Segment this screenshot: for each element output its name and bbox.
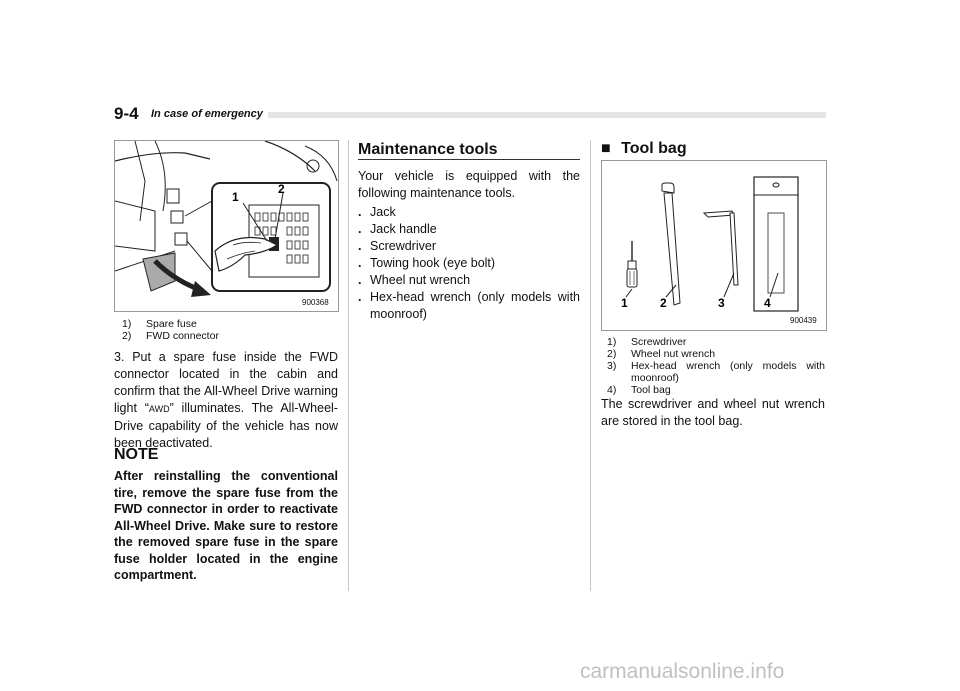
- bullet: .: [358, 222, 362, 236]
- column-divider-2: [590, 140, 591, 591]
- note-text: After reinstalling the conventional tire, remove the spare fuse from the FWD connector in order to reactivate All-Wheel Drive. Make sure to restore the removed spare fuse in the spare fuse holder located in the engine compartment.: [114, 469, 338, 582]
- caption-num: 2): [607, 348, 617, 360]
- step-text-before: 3. Put a spare fuse inside the FWD connector located in the cabin and confirm that the All-Wheel Drive warning light “: [114, 350, 338, 415]
- bullet: .: [358, 239, 362, 253]
- caption-row: [607, 348, 825, 360]
- column-divider-1: [348, 140, 349, 591]
- bullet: .: [358, 205, 362, 219]
- awd-indicator-icon: AWD: [148, 404, 170, 414]
- tools-list: [358, 204, 580, 323]
- tool-bag-text: The screwdriver and wheel nut wrench are stored in the tool bag.: [601, 397, 825, 428]
- bullet: .: [358, 256, 362, 270]
- caption-text: Screwdriver: [631, 336, 687, 348]
- tool-name: Screwdriver: [370, 239, 436, 253]
- caption-num: 4): [607, 384, 617, 396]
- square-bullet-icon: ■: [601, 140, 611, 157]
- caption-row: [607, 384, 825, 396]
- header-rule: [268, 112, 826, 118]
- list-item: [358, 272, 580, 289]
- caption-text: FWD connector: [146, 330, 219, 342]
- list-item: [358, 238, 580, 255]
- tool-captions: [607, 336, 825, 396]
- list-item: [358, 204, 580, 221]
- tool-label-2: 2: [660, 296, 667, 310]
- step-text-after: ” illuminates. The All-Wheel-Drive capability of the vehicle has now been deactivated.: [114, 401, 338, 450]
- tool-name: Jack: [370, 205, 396, 219]
- caption-text: Spare fuse: [146, 318, 197, 330]
- heading-rule: [358, 159, 580, 160]
- fuse-callout-1: 1: [232, 190, 239, 204]
- fuse-callout-2: 2: [278, 182, 285, 196]
- note-heading: NOTE: [114, 446, 159, 463]
- list-item: [358, 255, 580, 272]
- tool-label-3: 3: [718, 296, 725, 310]
- caption-num: 3): [607, 360, 617, 372]
- caption-text: Wheel nut wrench: [631, 348, 716, 360]
- caption-num: 2): [122, 330, 132, 342]
- maintenance-tools-heading: Maintenance tools: [358, 141, 498, 158]
- tool-bag-figure-code: 900439: [790, 316, 817, 325]
- tool-name: Towing hook (eye bolt): [370, 256, 496, 270]
- list-item: [358, 289, 580, 323]
- tool-name: Hex-head wrench (only models with moonroof): [370, 290, 580, 321]
- caption-row: [607, 336, 825, 348]
- tool-bag-figure: [601, 160, 827, 331]
- caption-row: [122, 330, 337, 342]
- tool-label-1: 1: [621, 296, 628, 310]
- bullet: .: [358, 290, 362, 304]
- caption-text: Tool bag: [631, 384, 671, 396]
- maintenance-intro: Your vehicle is equipped with the following maintenance tools.: [358, 169, 580, 200]
- tool-name: Wheel nut wrench: [370, 273, 471, 287]
- page-number: 9-4: [114, 104, 139, 123]
- caption-row: [122, 318, 337, 330]
- caption-num: 1): [122, 318, 132, 330]
- fuse-captions: [122, 318, 337, 342]
- bullet: .: [358, 273, 362, 287]
- tool-name: Jack handle: [370, 222, 437, 236]
- section-title: In case of emergency: [151, 108, 263, 120]
- caption-text: Hex-head wrench (only models with moonroof): [631, 360, 825, 384]
- watermark: carmanualsonline.info: [580, 660, 785, 683]
- tool-bag-heading: [601, 140, 687, 158]
- caption-num: 1): [607, 336, 617, 348]
- tool-label-4: 4: [764, 296, 771, 310]
- tool-bag-title: Tool bag: [621, 140, 687, 157]
- caption-row: [607, 360, 825, 384]
- fuse-figure: [114, 140, 339, 312]
- list-item: [358, 221, 580, 238]
- fuse-figure-code: 900368: [302, 298, 329, 307]
- step-3-text: [114, 349, 338, 452]
